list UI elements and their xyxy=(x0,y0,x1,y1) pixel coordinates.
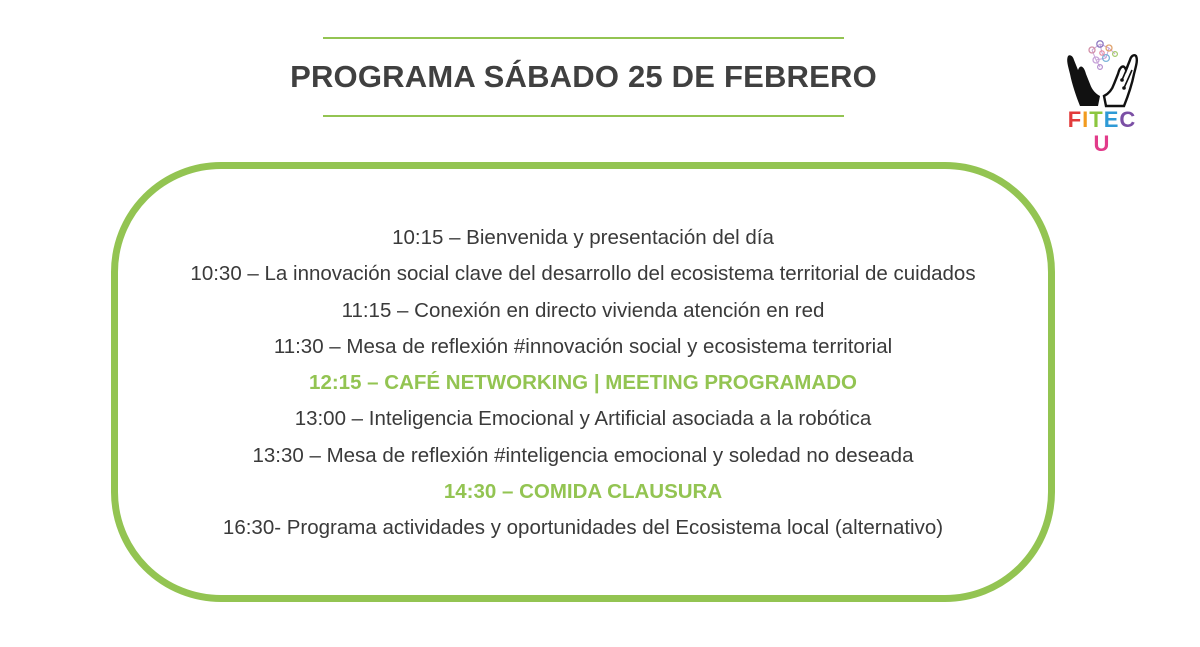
schedule-item-highlight: 12:15 – CAFÉ NETWORKING | MEETING PROGRAMADO xyxy=(309,371,857,395)
schedule-item-highlight: 14:30 – COMIDA CLAUSURA xyxy=(443,480,723,504)
fitecu-logo xyxy=(1062,36,1142,156)
logo-letter: C xyxy=(1119,107,1137,132)
logo-letter: U xyxy=(1093,131,1111,156)
logo-letter: F xyxy=(1067,107,1083,132)
schedule-item: 13:00 – Inteligencia Emocional y Artificial asociada a la robótica xyxy=(294,407,872,431)
title-banner xyxy=(290,37,877,117)
logo-wordmark xyxy=(1062,108,1142,156)
schedule-item: 10:30 – La innovación social clave del desarrollo del ecosistema territorial de cuidados xyxy=(190,262,976,286)
schedule-list xyxy=(111,220,1055,547)
logo-letter: E xyxy=(1103,107,1120,132)
logo-letter: I xyxy=(1082,107,1090,132)
schedule-item: 11:30 – Mesa de reflexión #innovación social y ecosistema territorial xyxy=(273,334,893,358)
schedule-item: 16:30- Programa actividades y oportunidades del Ecosistema local (alternativo) xyxy=(222,516,944,540)
schedule-item: 13:30 – Mesa de reflexión #inteligencia emocional y soledad no deseada xyxy=(252,443,914,467)
logo-letter: T xyxy=(1089,107,1104,132)
schedule-item: 11:15 – Conexión en directo vivienda atención en red xyxy=(341,298,825,322)
schedule-item: 10:15 – Bienvenida y presentación del día xyxy=(392,226,774,249)
page-title: PROGRAMA SÁBADO 25 DE FEBRERO xyxy=(290,59,877,94)
hands-molecule-icon xyxy=(1062,36,1142,108)
